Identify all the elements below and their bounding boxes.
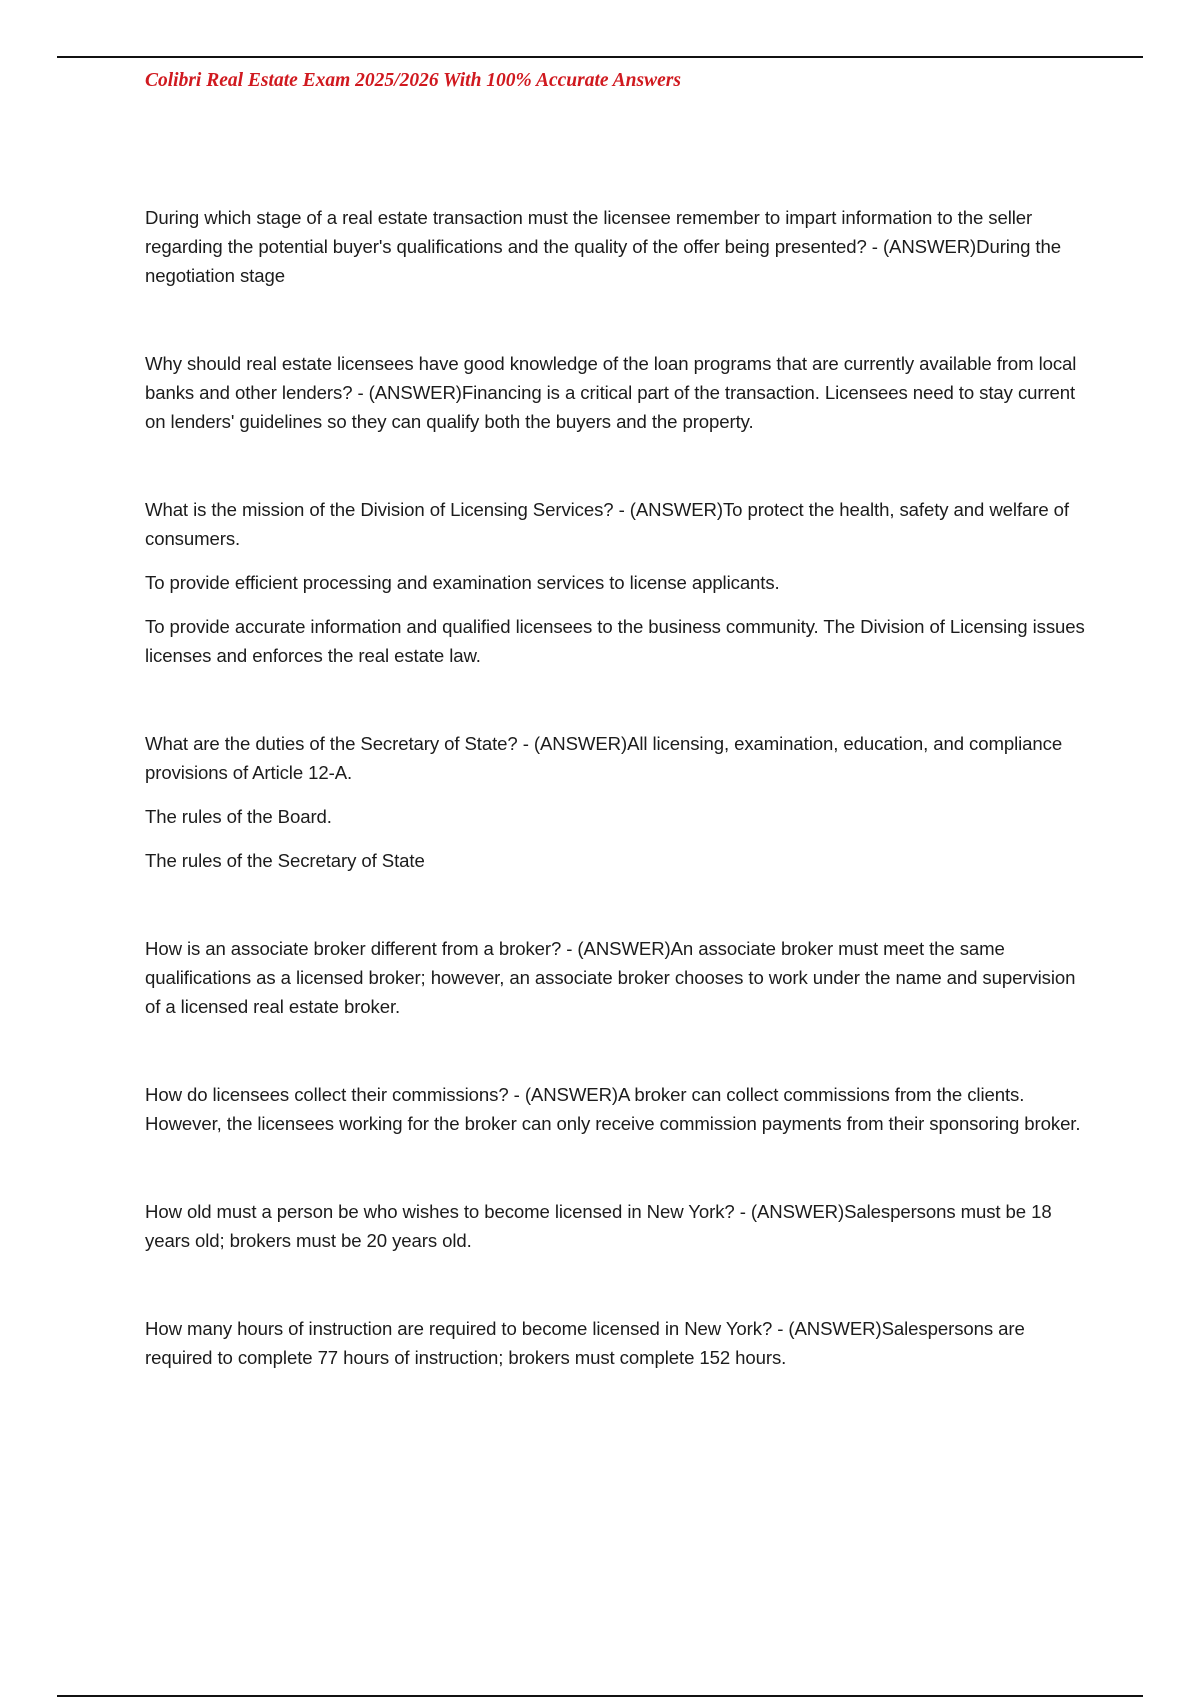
qa-paragraph: What are the duties of the Secretary of State? - (ANSWER)All licensing, examination, education, and compliance provisions of Article 12-A. bbox=[145, 733, 1063, 783]
qa-paragraph: The rules of the Board. bbox=[145, 806, 332, 827]
qa-item bbox=[145, 203, 1095, 290]
document-header-title: Colibri Real Estate Exam 2025/2026 With 100% Accurate Answers bbox=[145, 70, 681, 91]
qa-item bbox=[145, 729, 1095, 875]
qa-item bbox=[145, 495, 1095, 670]
footer-rule bbox=[57, 1695, 1143, 1697]
qa-paragraph: How old must a person be who wishes to become licensed in New York? - (ANSWER)Salespersons must be 18 years old; brokers must be 20 years old. bbox=[145, 1201, 1052, 1251]
qa-paragraph: To provide efficient processing and examination services to license applicants. bbox=[145, 572, 780, 593]
qa-item bbox=[145, 349, 1095, 436]
qa-paragraph: How do licensees collect their commissions? - (ANSWER)A broker can collect commissions from the clients. However, the licensees working for the broker can only receive commission payments from their sponsoring broker. bbox=[145, 1084, 1081, 1134]
qa-list bbox=[145, 203, 1095, 1372]
qa-paragraph: The rules of the Secretary of State bbox=[145, 850, 425, 871]
qa-paragraph: How many hours of instruction are required to become licensed in New York? - (ANSWER)Salespersons are required to complete 77 hours of instruction; brokers must complete 152 hours. bbox=[145, 1318, 1025, 1368]
qa-item bbox=[145, 1314, 1095, 1372]
header-rule bbox=[57, 56, 1143, 58]
qa-paragraph: Why should real estate licensees have good knowledge of the loan programs that are currently available from local banks and other lenders? - (ANSWER)Financing is a critical part of the transaction. Licensees need to stay current on lenders' guidelines so they can qualify both the buyers and the property. bbox=[145, 353, 1077, 432]
qa-paragraph: During which stage of a real estate transaction must the licensee remember to impart information to the seller regarding the potential buyer's qualifications and the quality of the offer being presented? - (ANSWER)During the negotiation stage bbox=[145, 207, 1061, 286]
qa-paragraph: How is an associate broker different from a broker? - (ANSWER)An associate broker must meet the same qualifications as a licensed broker; however, an associate broker chooses to work under the name and supervision of a licensed real estate broker. bbox=[145, 938, 1076, 1017]
qa-item bbox=[145, 1080, 1095, 1138]
qa-item bbox=[145, 1197, 1095, 1255]
qa-item bbox=[145, 934, 1095, 1021]
qa-paragraph: What is the mission of the Division of Licensing Services? - (ANSWER)To protect the health, safety and welfare of consumers. bbox=[145, 499, 1069, 549]
qa-paragraph: To provide accurate information and qualified licensees to the business community. The Division of Licensing issues licenses and enforces the real estate law. bbox=[145, 616, 1085, 666]
